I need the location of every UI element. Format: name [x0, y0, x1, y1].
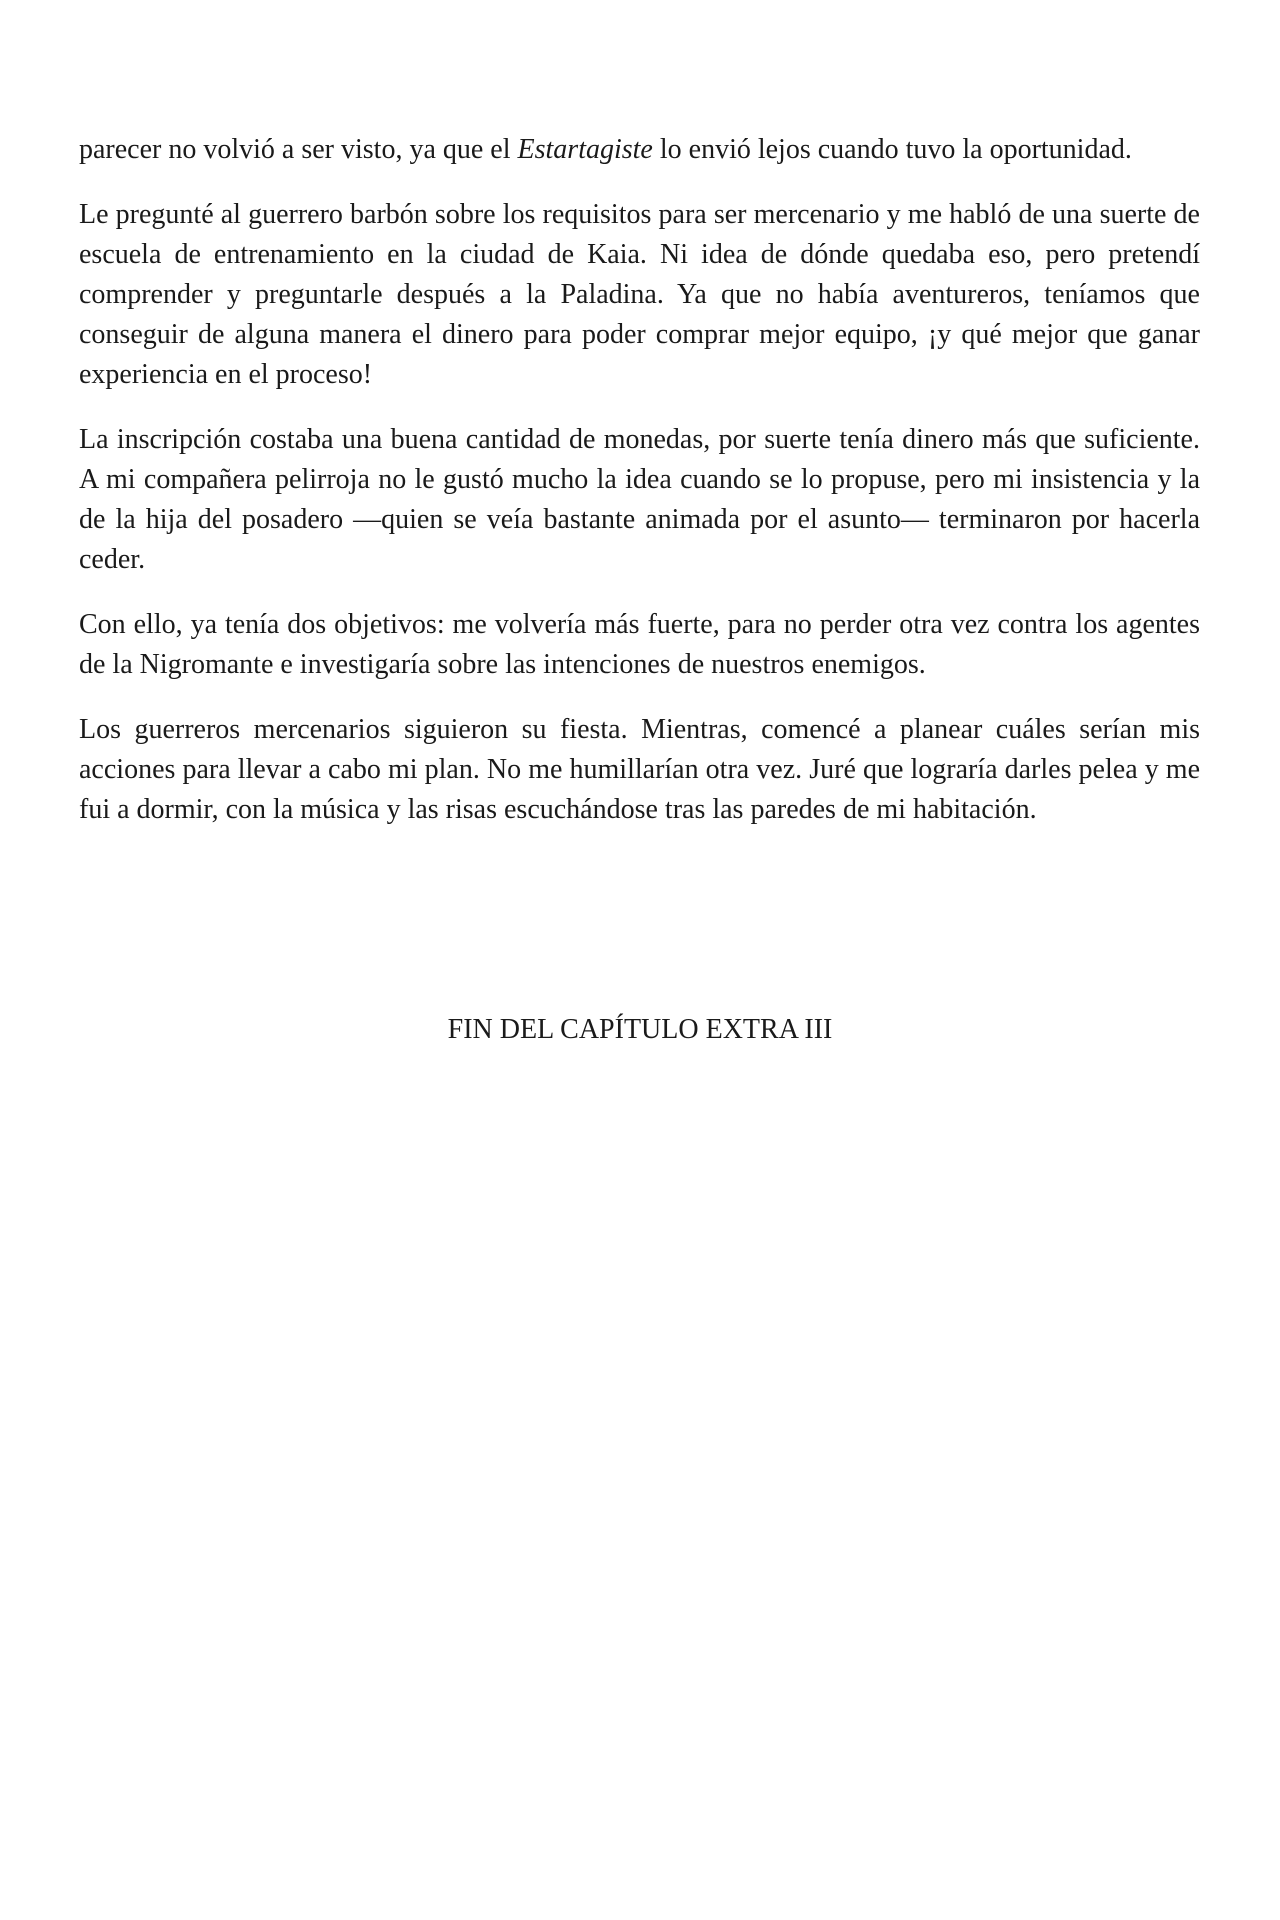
paragraph-4: Con ello, ya tenía dos objetivos: me volvería más fuerte, para no perder otra vez contra los agentes de la Nigromante e investigaría sobre las intenciones de nuestros enemigos. — [79, 609, 1200, 680]
emphasized-term: Estartagiste — [517, 134, 653, 165]
paragraph-5: Los guerreros mercenarios siguieron su fiesta. Mientras, comencé a planear cuáles serían mis acciones para llevar a cabo mi plan. No me humillarían otra vez. Juré que lograría darles pelea y me fui a dormir, con la música y las risas escuchándose tras las paredes de mi habitación. — [79, 714, 1200, 825]
paragraph-1-start: parecer no volvió a ser visto, ya que el — [79, 134, 518, 165]
paragraph-1 — [79, 130, 1200, 170]
chapter-end-heading: FIN DEL CAPÍTULO EXTRA III — [447, 1014, 833, 1045]
paragraph-1-end: lo envió lejos cuando tuvo la oportunidad. — [652, 134, 1132, 165]
paragraph-3: La inscripción costaba una buena cantidad de monedas, por suerte tenía dinero más que suficiente. A mi compañera pelirroja no le gustó mucho la idea cuando se lo propuse, pero mi insistencia y la de la hija del posadero —quien se veía bastante animada por el asunto— terminaron por hacerla ceder. — [79, 424, 1200, 575]
paragraph-2: Le pregunté al guerrero barbón sobre los requisitos para ser mercenario y me habló de una suerte de escuela de entrenamiento en la ciudad de Kaia. Ni idea de dónde quedaba eso, pero pretendí comprender y preguntarle después a la Paladina. Ya que no había aventureros, teníamos que conseguir de alguna manera el dinero para poder comprar mejor equipo, ¡y qué mejor que ganar experiencia en el proceso! — [79, 199, 1200, 390]
body-text — [79, 130, 1200, 855]
